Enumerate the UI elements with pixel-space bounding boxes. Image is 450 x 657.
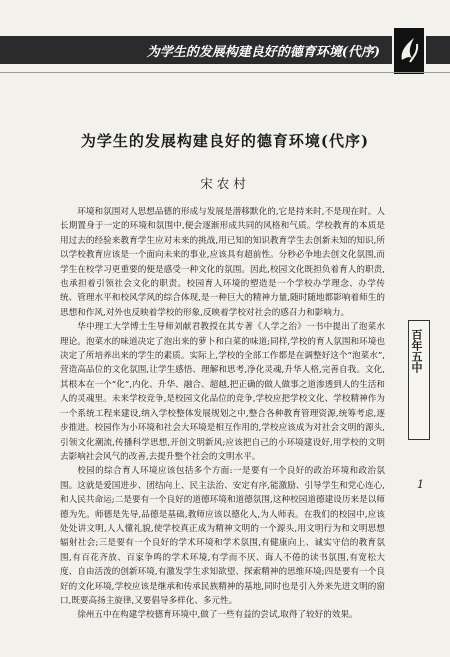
- article-title: 为学生的发展构建良好的德育环境(代序): [80, 132, 370, 150]
- ornamental-logo-icon: [392, 26, 426, 76]
- article-author: 宋农村: [200, 176, 250, 191]
- paragraph: 徐州五中在构建学校德育环境中,做了一些有益的尝试,取得了较好的效果。: [77, 610, 358, 621]
- header-divider: [0, 72, 450, 73]
- section-tab-label: 百年五中: [410, 329, 423, 373]
- paragraph: 校园的综合育人环境应该包括多个方面:一是要有一个良好的政治环境和政治氛围。这就是爱国进步、团结向上、民主法治、安定有序,能激励、引导学生和党心连心,和人民共命运;二是要有一个良好的道德环境和道德氛围,这种校园道德建设历来是以师德为先。师德是先导,品德是基础,教师应该以德化人,为人师表。在我们的校园中,应该处处讲文明,人人懂礼貌,使学校真正成为精神文明的一个源头,用文明行为和文明思想辐射社会;三是要有一个良好的学术环境和学术氛围,有健康向上、诚实守信的教育氛围,有百花齐放、百家争鸣的学术环境,有学而不厌、诲人不倦的读书氛围,有宽松大度、自由活泼的创新环境,有激发学生求知欲望、探索精神的思维环境;四是要有一个良好的文化环境,学校应该是继承和传承民族精神的基地,同时也是引入外来先进文明的窗口,既要高扬主旋律,又要倡导多样化、多元性。: [60, 466, 385, 606]
- section-tab: [408, 320, 430, 440]
- running-header-title: 为学生的发展构建良好的德育环境(代序): [146, 45, 380, 60]
- paragraph: 环境和氛围对人思想品德的形成与发展是潜移默化的,它是持来时,不是现在时。人长期置身于一定的环境和氛围中,便会逐渐形成共同的风格和气质。学校教育的本质是用过去的经验来教育学生应对未来的挑战,用已知的知识教育学生去创新未知的知识,所以学校教育应该是一个面向未来的事业,应该具有超前性。分秒必争地去创文化氛围,而学生在校学习更重要的便是感受一种文化的氛围。因此,校园文化既担负着育人的职责,也承担着引领社会文化的职责。校园育人环境的塑造是一个学校办学理念、办学传统、管理水平和校风学风的综合体现,是一种巨大的精神力量,随时随地都影响着师生的思想和作风,对外也反映着学校的形象,反映着学校对社会的感召力和影响力。: [60, 207, 385, 318]
- running-header: [0, 36, 450, 64]
- page-number: 1: [417, 478, 424, 491]
- paragraph: 华中理工大学博士生导师刘献君教授在其专著《人学之治》一书中提出了泡菜水理论。泡菜水的味道决定了泡出来的萝卜和白菜的味道;同样,学校的育人氛围和环境也决定了所培养出来的学生的素质。实际上,学校的全部工作都是在调整好这个“泡菜水”,营造高品位的文化氛围,让学生感悟、理解和思考,净化灵魂,升华人格,完善自我。文化,其根本在一个“化”,内化、升华、融合、超越,把正确的做人做事之道渗透到人的生活和人的灵魂里。未来学校竞争,是校园文化品位的竞争,学校应把学校文化、学校精神作为一个系统工程来建设,纳入学校整体发展规划之中,整合各种教育管理资源,统筹考虑,逐步推进。校园作为小环境和社会大环境是相互作用的,学校应该成为对社会文明的源头,引领文化潮流,传播科学思想,开创文明新风;应该把自己的小环境建设好,用学校的文明去影响社会风气的改善,去提升整个社会的文明水平。: [60, 322, 385, 462]
- article-body: [60, 205, 385, 623]
